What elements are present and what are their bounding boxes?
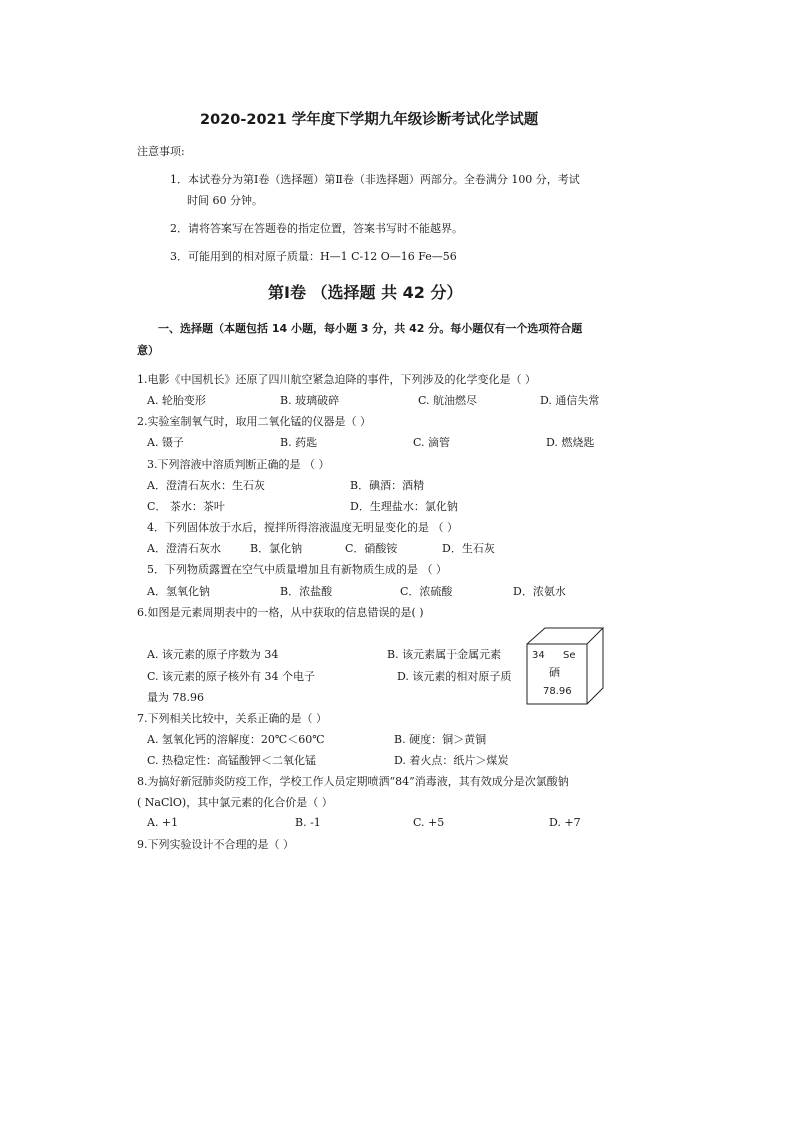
question-2-option-a: A. 镊子 <box>147 436 184 449</box>
question-2-stem: 2.实验室制氧气时，取用二氧化锰的仪器是（ ） <box>137 415 371 428</box>
question-3-option-c: C． 茶水：茶叶 <box>147 500 225 513</box>
question-6-option-d-cont: 量为 78.96 <box>147 691 204 704</box>
question-4-stem: 4．下列固体放于水后，搅拌所得溶液温度无明显变化的是 （ ） <box>147 521 458 534</box>
question-3-option-d: D．生理盐水：氯化钠 <box>350 500 458 513</box>
question-7-option-b: B. 硬度：铜＞黄铜 <box>394 733 487 746</box>
question-3-option-b: B．碘酒：酒精 <box>350 479 425 492</box>
question-4-option-a: A．澄清石灰水 <box>147 542 221 555</box>
question-8-stem: 8.为搞好新冠肺炎防疫工作，学校工作人员定期喷洒“84”消毒液，其有效成分是次氯酸钠 <box>137 775 569 788</box>
element-atomic-number: 34 <box>532 650 545 661</box>
question-5-option-b: B．浓盐酸 <box>280 585 333 598</box>
exam-title: 2020-2021 学年度下学期九年级诊断考试化学试题 <box>200 112 539 128</box>
question-4-option-c: C．硝酸铵 <box>345 542 398 555</box>
question-2-option-b: B. 药匙 <box>280 436 318 449</box>
element-atomic-mass: 78.96 <box>543 686 572 697</box>
question-6-stem: 6.如图是元素周期表中的一格，从中获取的信息错误的是( ) <box>137 606 424 619</box>
question-6-option-d: D. 该元素的相对原子质 <box>397 670 512 683</box>
question-5-option-a: A．氢氧化钠 <box>147 585 210 598</box>
question-1-option-b: B. 玻璃破碎 <box>280 394 340 407</box>
question-2-option-c: C. 滴管 <box>413 436 451 449</box>
question-7-option-c: C. 热稳定性：高锰酸钾＜二氧化锰 <box>147 754 317 767</box>
question-1-option-c: C. 航油燃尽 <box>418 394 478 407</box>
question-1-stem: 1.电影《中国机长》还原了四川航空紧急迫降的事件，下列涉及的化学变化是（ ） <box>137 373 536 386</box>
question-6-option-c: C. 该元素的原子核外有 34 个电子 <box>147 670 316 683</box>
notice-2: 2．请将答案写在答题卷的指定位置，答案书写时不能越界。 <box>170 222 463 235</box>
element-symbol: Se <box>563 650 576 661</box>
notice-1-cont: 时间 60 分钟。 <box>187 194 263 207</box>
question-9-stem: 9.下列实验设计不合理的是（ ） <box>137 838 294 851</box>
question-8-option-a: A. +1 <box>147 816 179 829</box>
question-4-option-d: D．生石灰 <box>442 542 495 555</box>
question-5-option-d: D．浓氨水 <box>513 585 566 598</box>
question-8-option-c: C. +5 <box>413 816 445 829</box>
element-cell-side-face <box>587 628 603 704</box>
question-4-option-b: B．氯化钠 <box>250 542 303 555</box>
element-name: 硒 <box>549 666 560 679</box>
section-title: 第Ⅰ卷 （选择题 共 42 分） <box>268 283 463 302</box>
question-6-option-b: B. 该元素属于金属元素 <box>387 648 502 661</box>
question-7-option-d: D. 着火点：纸片＞煤炭 <box>394 754 509 767</box>
element-cell-figure <box>525 626 605 706</box>
question-7-option-a: A. 氢氧化钙的溶解度：20℃＜60℃ <box>147 733 325 746</box>
question-3-stem: 3.下列溶液中溶质判断正确的是 （ ） <box>147 458 330 471</box>
question-5-option-c: C．浓硫酸 <box>400 585 453 598</box>
question-3-option-a: A．澄清石灰水：生石灰 <box>147 479 265 492</box>
question-5-stem: 5．下列物质露置在空气中质量增加且有新物质生成的是 （ ） <box>147 563 447 576</box>
element-cell-top-face <box>527 628 603 644</box>
question-2-option-d: D. 燃烧匙 <box>546 436 595 449</box>
question-1-option-a: A. 轮胎变形 <box>147 394 206 407</box>
notice-3: 3．可能用到的相对原子质量：H—1 C-12 O—16 Fe—56 <box>170 250 457 263</box>
notice-1: 1．本试卷分为第Ⅰ卷（选择题）第Ⅱ卷（非选择题）两部分。全卷满分 100 分，考试 <box>170 173 580 186</box>
question-7-stem: 7.下列相关比较中，关系正确的是（ ） <box>137 712 327 725</box>
notice-heading: 注意事项: <box>137 145 185 158</box>
question-8-stem-cont: ( NaClO)，其中氯元素的化合价是（ ） <box>137 796 333 809</box>
question-8-option-b: B. -1 <box>295 816 321 829</box>
question-1-option-d: D. 通信失常 <box>540 394 600 407</box>
question-8-option-d: D. +7 <box>549 816 581 829</box>
part-heading: 一、选择题（本题包括 14 小题，每小题 3 分，共 42 分。每小题仅有一个选项符合题 <box>158 322 583 335</box>
part-heading-cont: 意） <box>137 344 159 357</box>
question-6-option-a: A. 该元素的原子序数为 34 <box>147 648 279 661</box>
